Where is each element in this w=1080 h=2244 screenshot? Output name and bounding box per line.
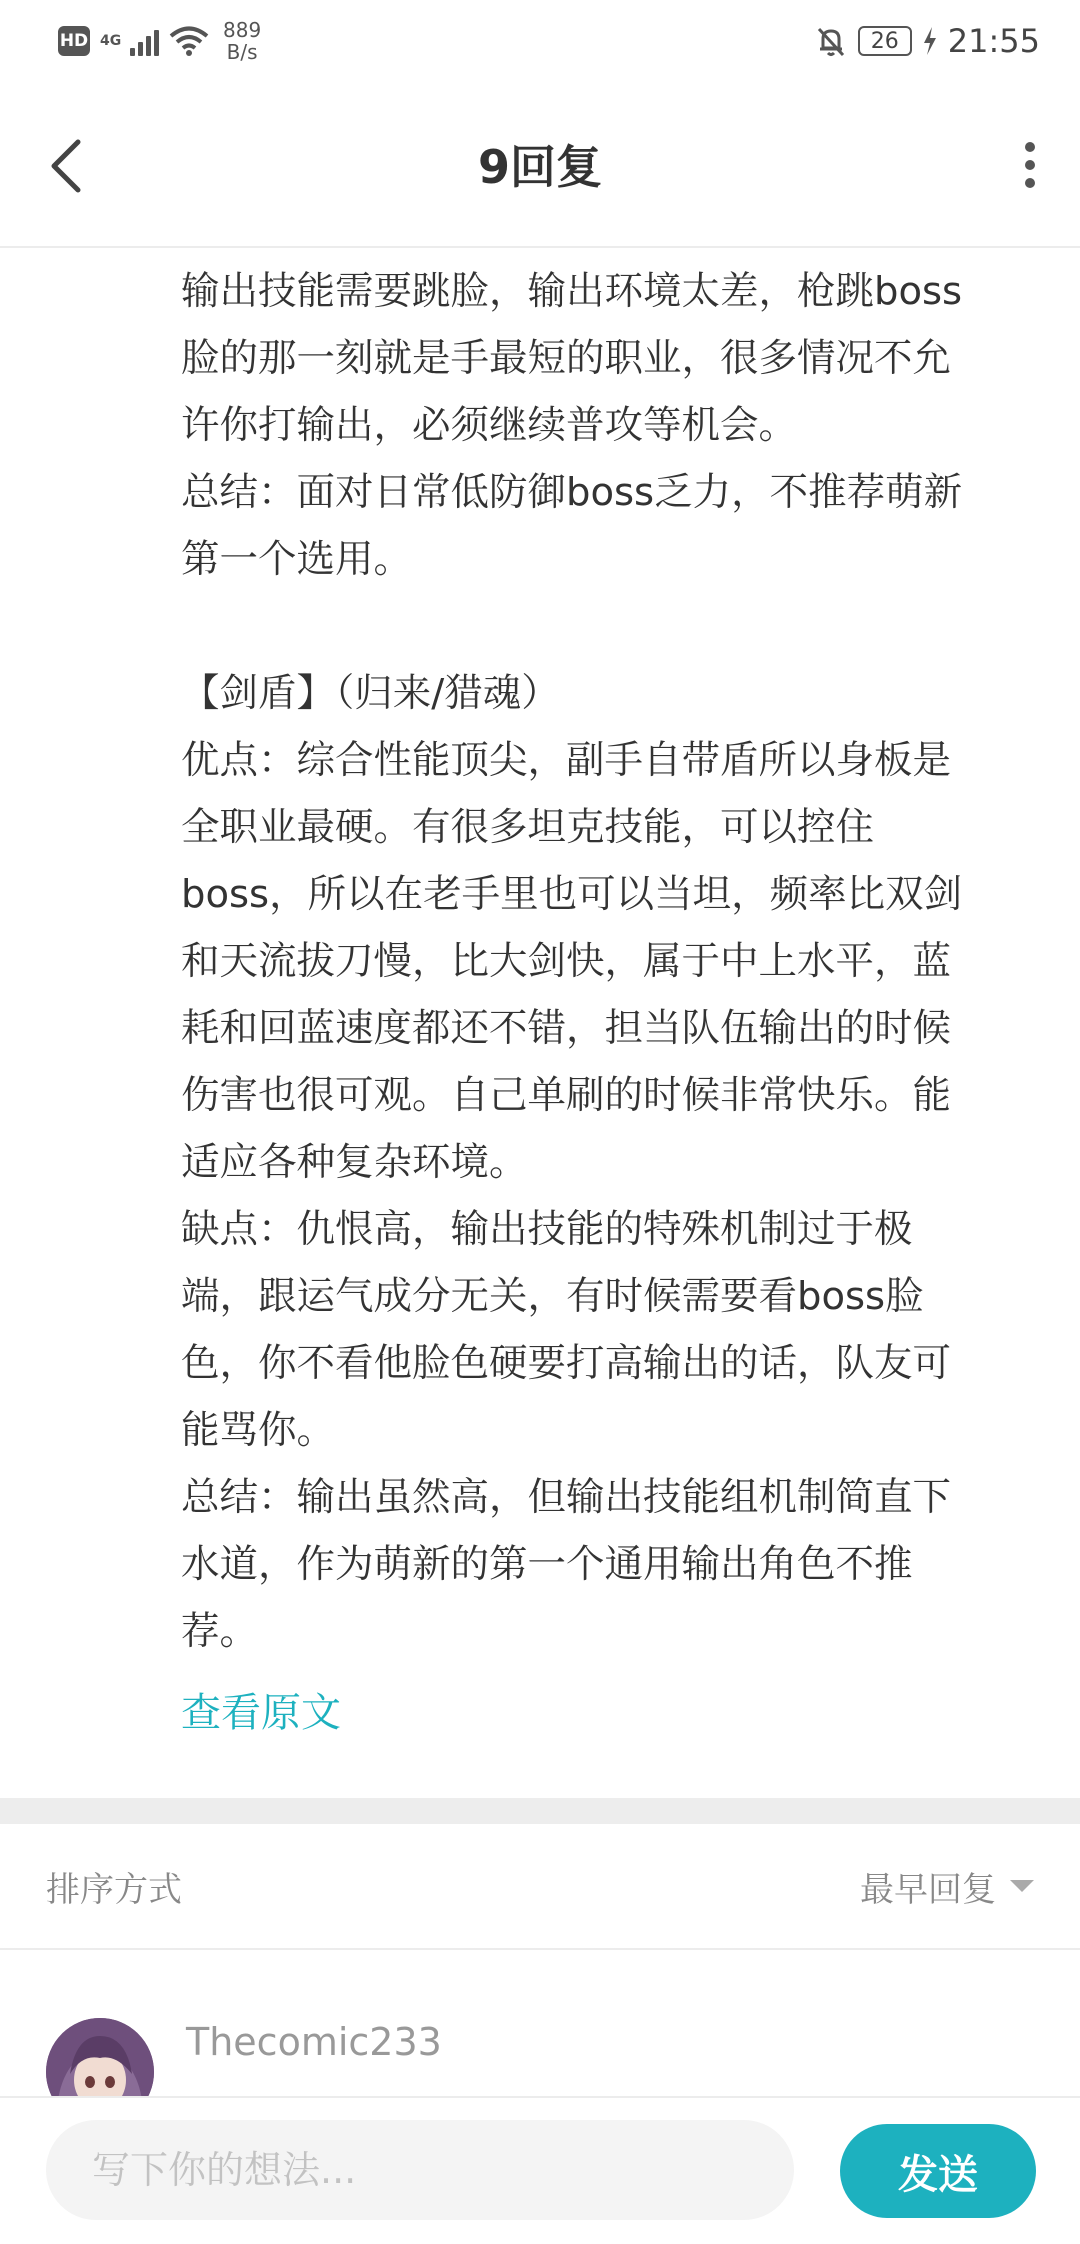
- content-line: 输出技能需要跳脸，输出环境太差，枪跳boss: [181, 269, 963, 314]
- content-line: 优点：综合性能顶尖，副手自带盾所以身板是: [181, 738, 952, 783]
- content-line: 总结：面对日常低防御boss乏力，不推荐萌新: [181, 470, 963, 515]
- comment-item[interactable]: [0, 1950, 1080, 2096]
- content-line: 全职业最硬。有很多坦克技能，可以控住: [181, 805, 875, 850]
- network-type: 4G: [100, 33, 122, 49]
- net-speed-value: 889: [223, 18, 262, 42]
- avatar[interactable]: [46, 2018, 154, 2096]
- clock: 21:55: [947, 22, 1040, 60]
- comment-username[interactable]: Thecomic233: [186, 2020, 442, 2064]
- avatar-image: [46, 2018, 154, 2096]
- content-line: 端，跟运气成分无关，有时候需要看boss脸: [181, 1274, 924, 1319]
- status-bar: [0, 0, 1080, 82]
- hd-badge: HD: [58, 26, 90, 56]
- top-app-bar: [0, 82, 1080, 248]
- content-line: 脸的那一刻就是手最短的职业，很多情况不允: [181, 336, 952, 381]
- content-line: 总结：输出虽然高，但输出技能组机制简直下: [181, 1475, 952, 1520]
- content-line: 耗和回蓝速度都还不错，担当队伍输出的时候: [181, 1006, 952, 1051]
- charging-icon: [922, 26, 938, 56]
- net-speed-unit: B/s: [226, 40, 258, 64]
- status-right: [814, 22, 1040, 60]
- section-divider: [0, 1798, 1080, 1824]
- post-content: [181, 258, 1041, 1665]
- content-line: 伤害也很可观。自己单刷的时候非常快乐。能: [181, 1073, 952, 1118]
- status-left: [58, 19, 261, 63]
- content-line: 荐。: [181, 1609, 259, 1654]
- sort-dropdown[interactable]: [860, 1862, 1034, 1911]
- content-line: 适应各种复杂环境。: [181, 1140, 528, 1185]
- back-arrow-icon[interactable]: [44, 136, 88, 196]
- view-original-link[interactable]: 查看原文: [181, 1690, 341, 1736]
- content-line: 水道，作为萌新的第一个通用输出角色不推: [181, 1542, 913, 1587]
- send-button[interactable]: 发送: [840, 2124, 1036, 2218]
- signal-icon: [130, 26, 159, 56]
- content-line: 第一个选用。: [181, 537, 413, 582]
- comment-input-bar: [0, 2096, 1080, 2244]
- net-speed: [223, 19, 261, 63]
- content-line: 缺点：仇恨高，输出技能的特殊机制过于极: [181, 1207, 913, 1252]
- more-options-icon[interactable]: [1020, 142, 1040, 188]
- content-line: 【剑盾】（归来/猎魂）: [181, 671, 560, 716]
- mute-bell-icon: [814, 24, 848, 58]
- blank-line: [181, 593, 1041, 660]
- content-line: 和天流拔刀慢，比大剑快，属于中上水平，蓝: [181, 939, 952, 984]
- battery-indicator: 26: [858, 26, 912, 56]
- wifi-icon: [169, 25, 209, 57]
- content-line: 许你打输出，必须继续普攻等机会。: [181, 403, 798, 448]
- caret-down-icon: [1010, 1880, 1034, 1892]
- content-line: 能骂你。: [181, 1408, 336, 1453]
- page-title: 9回复: [477, 140, 602, 194]
- sort-label: 排序方式: [46, 1869, 182, 1910]
- comment-input[interactable]: [46, 2120, 794, 2220]
- content-line: boss，所以在老手里也可以当坦，频率比双剑: [181, 872, 963, 917]
- content-line: 色，你不看他脸色硬要打高输出的话，队友可: [181, 1341, 952, 1386]
- sort-bar: [0, 1824, 1080, 1950]
- sort-selected: 最早回复: [860, 1869, 996, 1910]
